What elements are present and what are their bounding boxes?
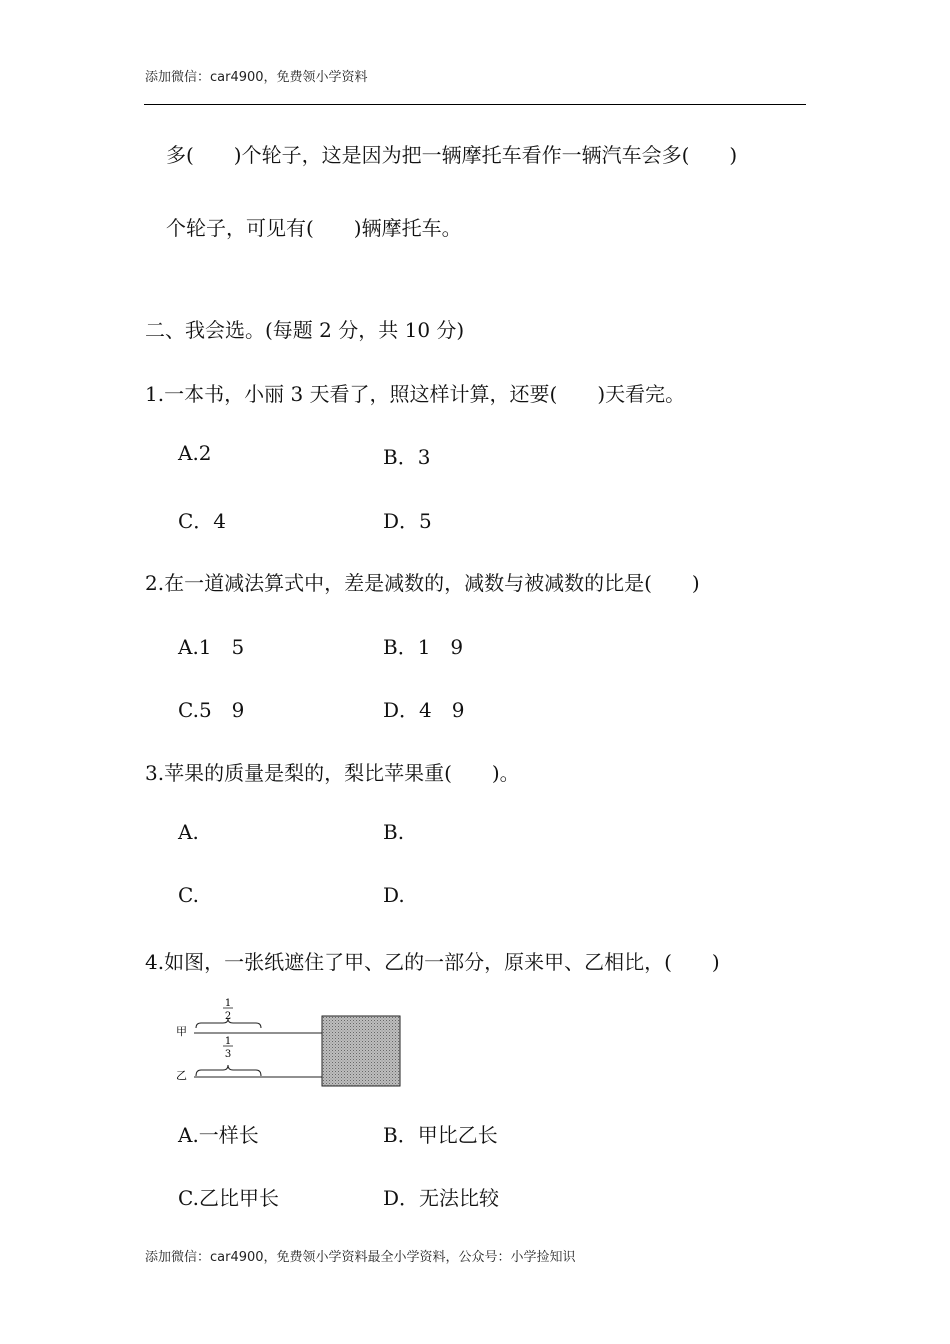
question-3-stem: 3.苹果的质量是梨的，梨比苹果重( )。 [145, 761, 520, 785]
question-4-option-c[interactable]: C.乙比甲长 [178, 1186, 279, 1210]
fraction-bottom-numerator: 1 [224, 1036, 232, 1047]
brace-top [196, 1019, 261, 1028]
fraction-top-denominator: 2 [224, 1011, 232, 1022]
question-2-option-d[interactable]: D．4 9 [383, 698, 465, 722]
comparison-figure [170, 996, 410, 1092]
question-1-option-b[interactable]: B．3 [383, 445, 431, 469]
question-1-stem: 1.一本书，小丽 3 天看了，照这样计算，还要( )天看完。 [145, 382, 686, 406]
question-4-option-a[interactable]: A.一样长 [178, 1123, 259, 1147]
question-3-option-b[interactable]: B. [383, 820, 405, 844]
question-4-stem: 4.如图，一张纸遮住了甲、乙的一部分，原来甲、乙相比，( ) [145, 950, 720, 974]
question-4-option-b[interactable]: B．甲比乙长 [383, 1123, 498, 1147]
brace-bottom [196, 1065, 261, 1076]
question-2-option-c[interactable]: C.5 9 [178, 698, 245, 722]
question-2-option-b[interactable]: B．1 9 [383, 635, 464, 659]
page-header: 添加微信：car4900，免费领小学资料 [145, 70, 368, 85]
question-1-option-d[interactable]: D．5 [383, 509, 432, 533]
label-jia: 甲 [176, 1025, 187, 1038]
section-title: 二、我会选。(每题 2 分，共 10 分) [145, 318, 465, 342]
question-2-stem: 2.在一道减法算式中，差是减数的，减数与被减数的比是( ) [145, 571, 700, 595]
label-yi: 乙 [176, 1069, 187, 1082]
question-1-option-c[interactable]: C．4 [178, 509, 227, 533]
fraction-top-numerator: 1 [224, 998, 232, 1009]
question-2-option-a[interactable]: A.1 5 [178, 635, 245, 659]
question-3-option-d[interactable]: D. [383, 883, 405, 907]
fraction-bottom-denominator: 3 [224, 1049, 232, 1060]
covering-paper [322, 1016, 400, 1086]
question-3-option-c[interactable]: C. [178, 883, 199, 907]
question-3-option-a[interactable]: A. [178, 820, 199, 844]
continued-line-1: 多( )个轮子，这是因为把一辆摩托车看作一辆汽车会多( ) [166, 143, 738, 167]
header-rule [144, 104, 806, 105]
page-footer: 添加微信：car4900，免费领小学资料最全小学资料，公众号：小学捡知识 [145, 1250, 576, 1265]
question-4-option-d[interactable]: D．无法比较 [383, 1186, 500, 1210]
question-1-option-a[interactable]: A.2 [178, 441, 212, 465]
continued-line-2: 个轮子，可见有( )辆摩托车。 [166, 216, 462, 240]
